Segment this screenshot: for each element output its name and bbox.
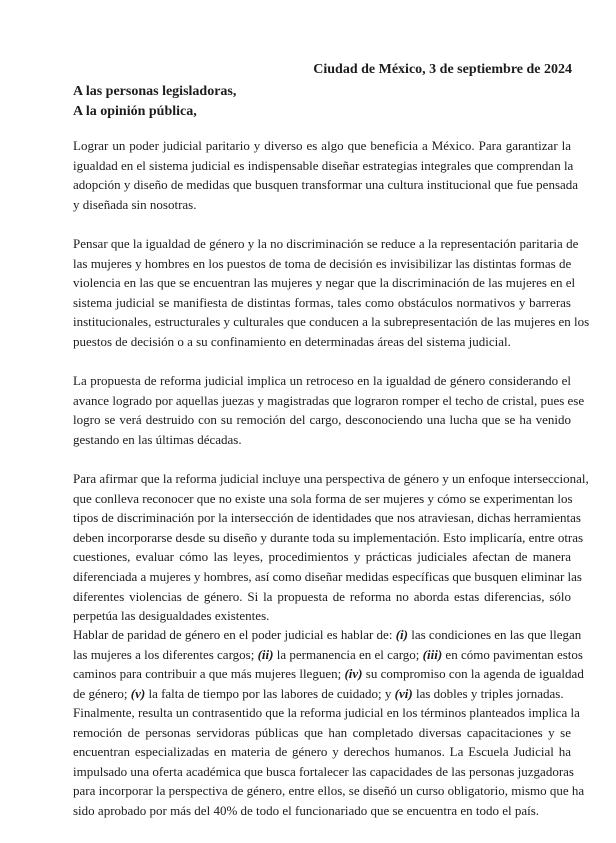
paragraph-line: institucionales, estructurales y culturales que conducen a la subrepresentación de las mujeres en los bbox=[73, 314, 590, 330]
paragraph-line: las mujeres y hombres en los puestos de toma de decisión es invisibilizar las distintas formas de bbox=[73, 255, 572, 271]
paragraph-text: las dobles y triples jornadas. bbox=[412, 685, 564, 701]
paragraph-1 bbox=[73, 136, 579, 214]
paragraph-text: de género; bbox=[73, 685, 131, 701]
greeting-legislators: A las personas legisladoras, bbox=[73, 84, 237, 99]
paragraph-text: caminos para contribuir a que más mujeres lleguen; bbox=[73, 666, 345, 682]
paragraph-text: la permanencia en el cargo; bbox=[273, 646, 423, 662]
paragraph-line: Para afirmar que la reforma judicial incluye una perspectiva de género y un enfoque interseccional, bbox=[73, 471, 589, 486]
paragraph-line bbox=[73, 664, 584, 684]
paragraph-line: cuestiones, evaluar cómo las leyes, procedimientos y prácticas judiciales afectan de manera bbox=[73, 549, 571, 565]
paragraph-line: avance logrado por aquellas juezas y magistradas que lograron romper el techo de cristal, pues ese bbox=[73, 392, 585, 408]
paragraph-text: las mujeres a los diferentes cargos; bbox=[73, 646, 258, 662]
paragraph-line: encuentran especializadas en materia de género y derechos humanos. La Escuela Judicial ha bbox=[73, 744, 571, 760]
paragraph-line: Lograr un poder judicial paritario y diverso es algo que beneficia a México. Para garantizar la bbox=[73, 138, 571, 153]
paragraph-line: logro se verá destruido con su remoción del cargo, desconociendo una lucha que se ha venido bbox=[73, 412, 571, 428]
paragraph-line: igualdad en el sistema judicial es indispensable diseñar estrategias integrales que comprendan la bbox=[73, 157, 574, 173]
paragraph-line: Finalmente, resulta un contrasentido que la reforma judicial en los términos planteados implica la bbox=[73, 705, 580, 720]
paragraph-text: en cómo pavimentan estos bbox=[442, 646, 583, 662]
paragraph-text: las condiciones en las que llegan bbox=[407, 627, 582, 642]
paragraph-4 bbox=[73, 469, 589, 626]
paragraph-line: adopción y diseño de medidas que busquen transformar una cultura institucional que fue pensada bbox=[73, 177, 579, 193]
paragraph-6 bbox=[73, 703, 585, 821]
list-marker-v: (v) bbox=[130, 685, 146, 701]
paragraph-line: que conlleva reconocer que no existe una sola forma de ser mujeres y cómo se experimentan los bbox=[73, 490, 573, 506]
greeting bbox=[73, 82, 236, 122]
paragraph-2 bbox=[73, 234, 590, 352]
paragraph-line: Pensar que la igualdad de género y la no discriminación se reduce a la representación paritaria de bbox=[73, 236, 579, 251]
paragraph-line: diferenciada a mujeres y hombres, así como diseñar medidas específicas que busquen eliminar las bbox=[73, 568, 582, 584]
paragraph-line bbox=[73, 645, 583, 665]
list-marker-vi: (vi) bbox=[394, 685, 413, 701]
paragraph-line: gestando en las últimas décadas. bbox=[73, 431, 242, 447]
paragraph-line: perpetúa las desigualdades existentes. bbox=[73, 608, 270, 624]
paragraph-line bbox=[73, 684, 571, 704]
paragraph-line: diferentes violencias de género. Si la propuesta de reforma no aborda estas diferencias, sólo bbox=[73, 588, 571, 604]
list-marker-i: (i) bbox=[395, 627, 408, 642]
paragraph-line: deben incorporarse desde su diseño y durante toda su implementación. Esto implicaría, entre otras bbox=[73, 529, 584, 545]
letter-date: Ciudad de México, 3 de septiembre de 2024 bbox=[313, 62, 572, 77]
paragraph-text: su compromiso con la agenda de igualdad bbox=[362, 666, 584, 682]
paragraph-line: y diseñada sin nosotras. bbox=[73, 196, 197, 212]
paragraph-line bbox=[73, 625, 582, 645]
paragraph-line: impulsado una oferta académica que busca fortalecer las capacidades de las personas juzgadoras bbox=[73, 763, 574, 779]
paragraph-line: remoción de personas servidoras públicas que han completado diversas capacitaciones y se bbox=[73, 724, 571, 740]
list-marker-iv: (iv) bbox=[344, 666, 363, 682]
greeting-public: A la opinión pública, bbox=[73, 104, 197, 119]
list-marker-iii: (iii) bbox=[422, 646, 443, 662]
paragraph-line: La propuesta de reforma judicial implica un retroceso en la igualdad de género considerando el bbox=[73, 373, 571, 388]
paragraph-line: sido aprobado por más del 40% de todo el funcionariado que se encuentra en todo el país. bbox=[73, 802, 540, 818]
paragraph-3 bbox=[73, 371, 585, 449]
paragraph-text: la falta de tiempo por las labores de cuidado; y bbox=[145, 685, 395, 701]
paragraph-line: puestos de decisión o a su confinamiento en determinadas áreas del sistema judicial. bbox=[73, 333, 511, 349]
paragraph-5 bbox=[73, 625, 584, 703]
paragraph-line: sistema judicial se manifiesta de distintas formas, tales como obstáculos normativos y barreras bbox=[73, 294, 571, 310]
paragraph-line: tipos de discriminación por la intersección de identidades que nos atraviesan, dichas herramientas bbox=[73, 510, 581, 526]
paragraph-text: Hablar de paridad de género en el poder judicial es hablar de: bbox=[73, 627, 396, 642]
list-marker-ii: (ii) bbox=[257, 646, 274, 662]
paragraph-line: para incorporar la perspectiva de género, entre ellos, se diseñó un curso obligatorio, mismo que ha bbox=[73, 783, 585, 799]
paragraph-line: violencia en las que se encuentran las mujeres y negar que la discriminación de las mujeres en el bbox=[73, 275, 576, 291]
